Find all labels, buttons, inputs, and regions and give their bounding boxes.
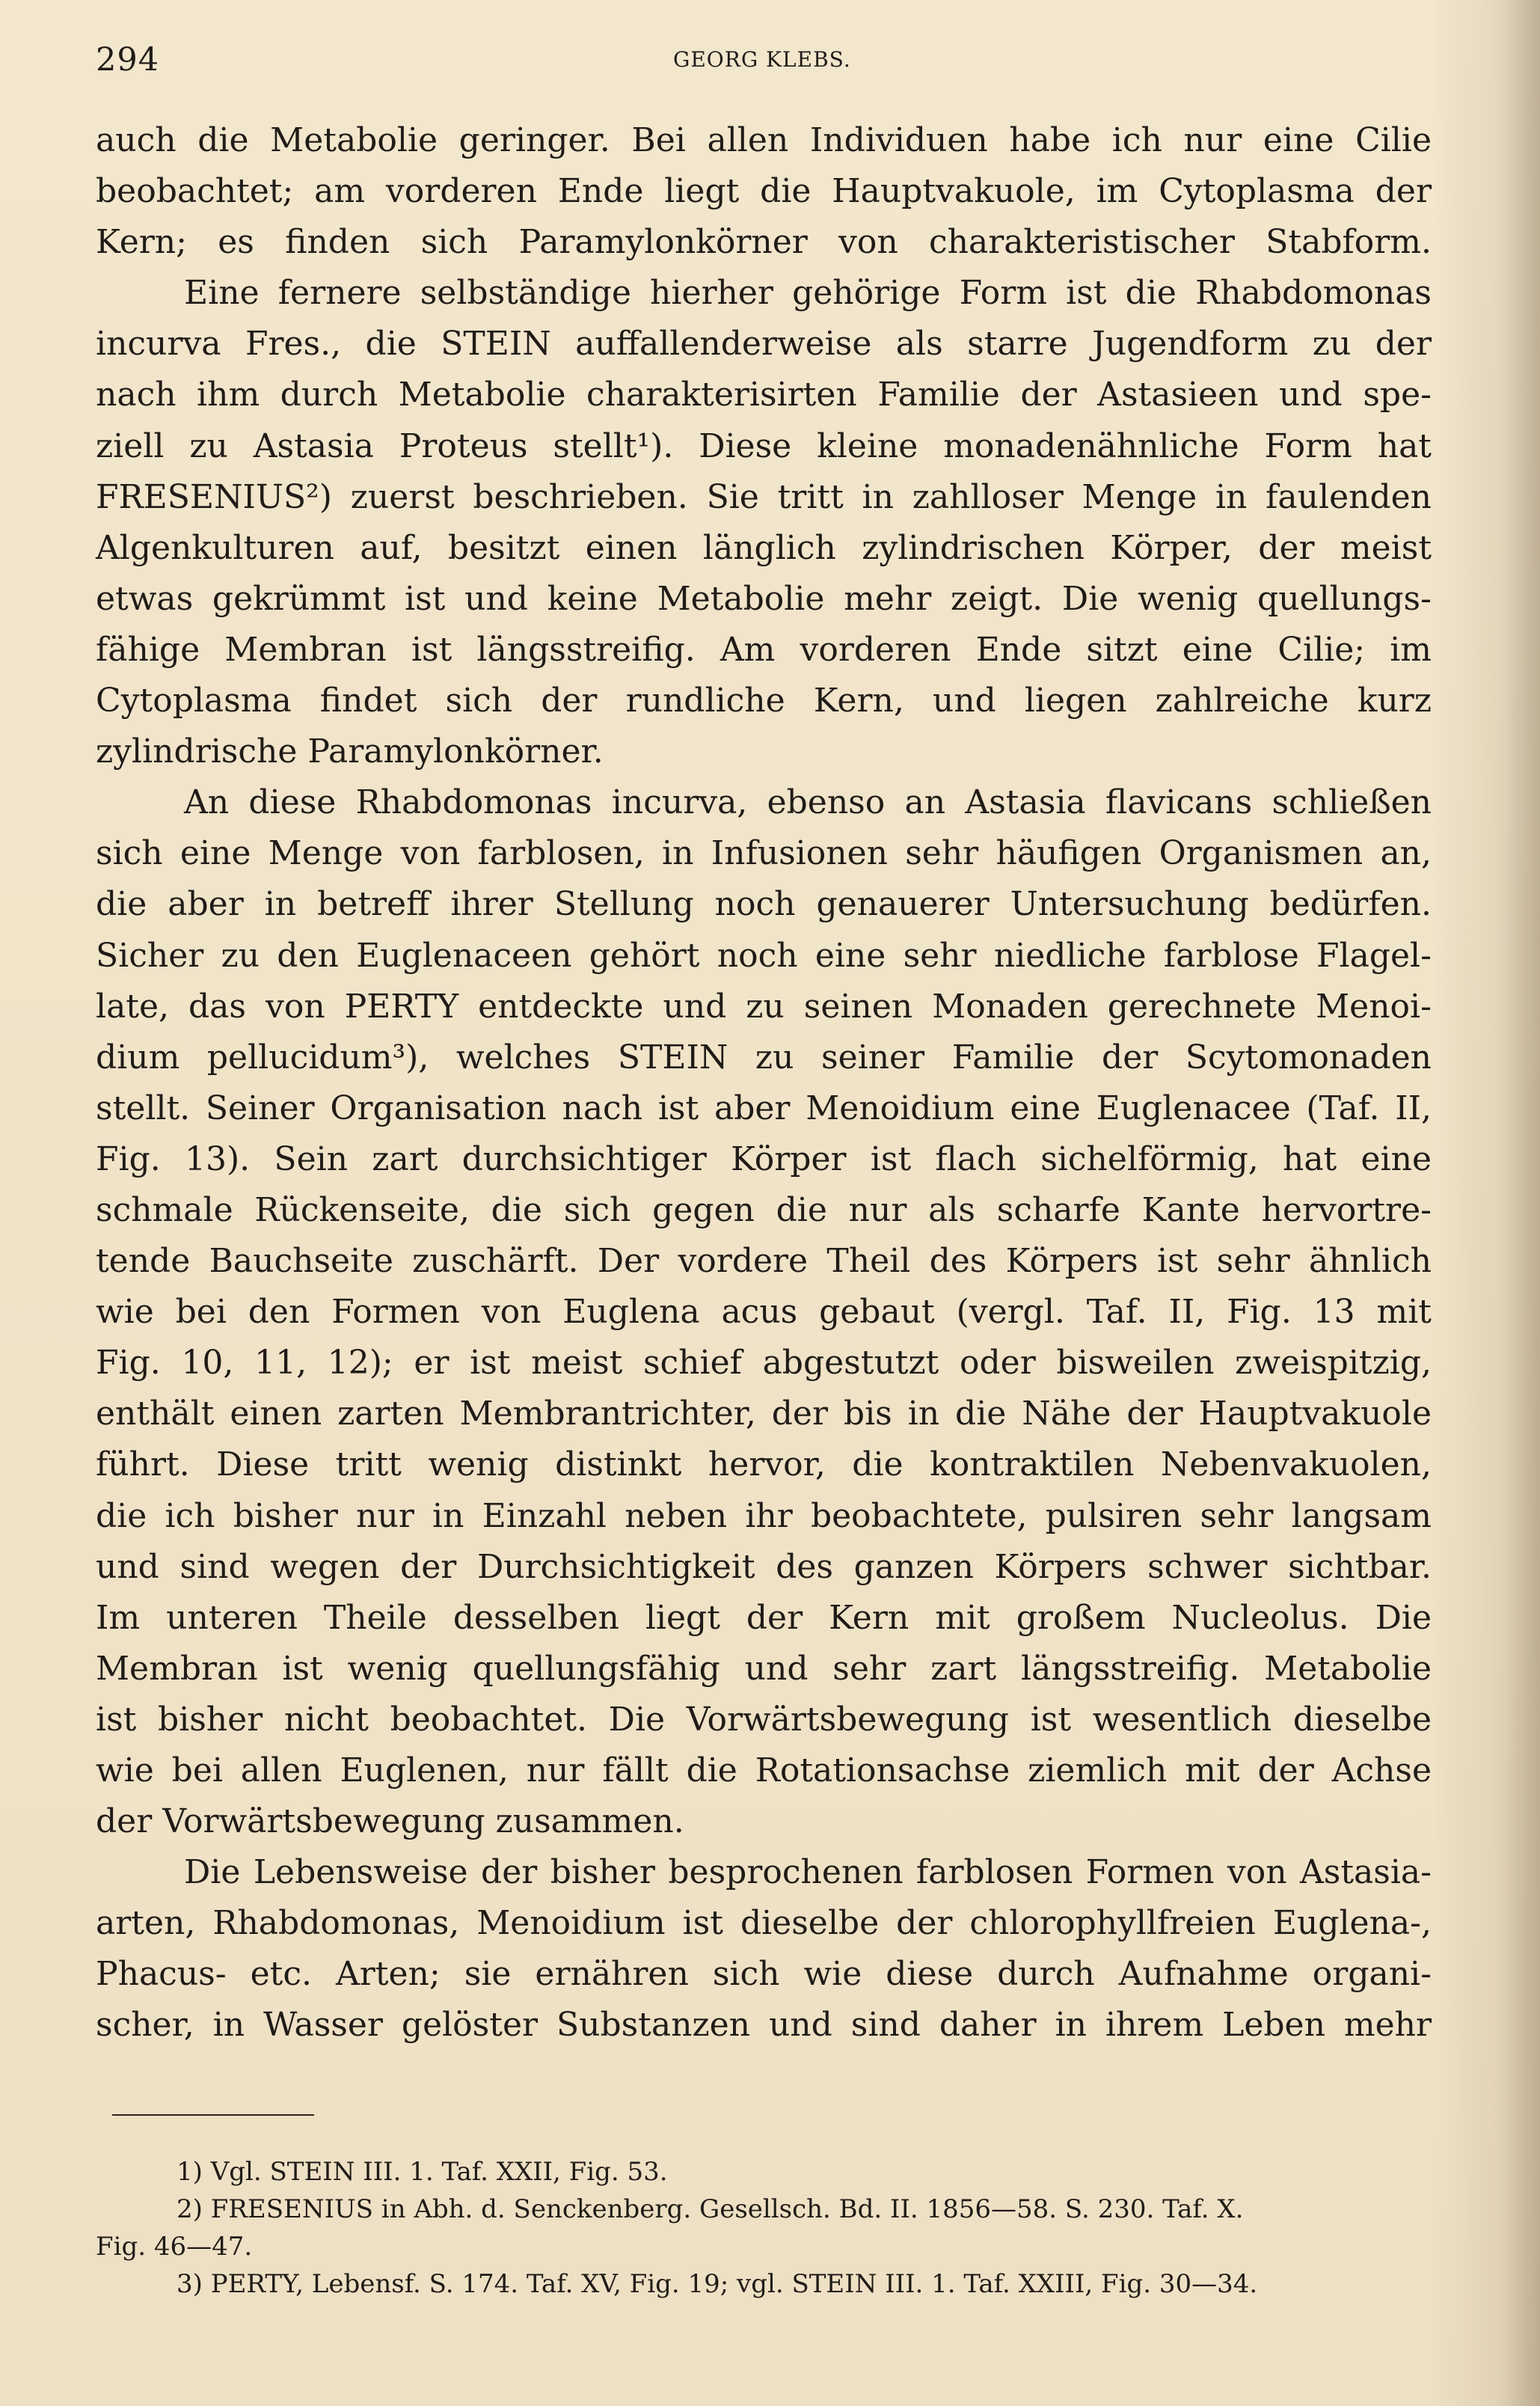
- body-line: ist bisher nicht beobachtet. Die Vorwärtsbewegung ist wesentlich dieselbe: [96, 1700, 1432, 1739]
- body-text: [96, 115, 1432, 2051]
- body-line: Phacus- etc. Arten; sie ernähren sich wie diese durch Aufnahme organi-: [96, 1955, 1432, 1994]
- footnotes: [96, 2153, 1432, 2303]
- body-line: nach ihm durch Metabolie charakterisirten Familie der Astasieen und spe-: [96, 376, 1432, 414]
- body-line: wie bei den Formen von Euglena acus gebaut (vergl. Taf. II, Fig. 13 mit: [96, 1293, 1432, 1332]
- body-line: Eine fernere selbständige hierher gehörige Form ist die Rhabdomonas: [184, 274, 1432, 313]
- body-line: führt. Diese tritt wenig distinkt hervor, die kontraktilen Nebenvakuolen,: [96, 1445, 1432, 1484]
- body-line: auch die Metabolie geringer. Bei allen Individuen habe ich nur eine Cilie: [96, 121, 1432, 159]
- footnote-line: 2) FRESENIUS in Abh. d. Senckenberg. Gesellsch. Bd. II. 1856—58. S. 230. Taf. X.: [177, 2194, 1244, 2224]
- body-line: und sind wegen der Durchsichtigkeit des ganzen Körpers schwer sichtbar.: [96, 1547, 1432, 1586]
- body-line: ziell zu Astasia Proteus stellt¹). Diese kleine monadenähnliche Form hat: [96, 426, 1432, 465]
- footnote-line: 1) Vgl. STEIN III. 1. Taf. XXII, Fig. 53.: [177, 2157, 668, 2187]
- running-head: GEORG KLEBS.: [673, 47, 851, 72]
- body-line: sich eine Menge von farblosen, in Infusionen sehr häufigen Organismen an,: [96, 834, 1432, 873]
- body-line: FRESENIUS²) zuerst beschrieben. Sie tritt in zahlloser Menge in faulenden: [96, 477, 1432, 516]
- body-line: wie bei allen Euglenen, nur fällt die Rotationsachse ziemlich mit der Achse: [96, 1751, 1432, 1790]
- page-number: 294: [96, 41, 160, 79]
- body-line: An diese Rhabdomonas incurva, ebenso an Astasia flavicans schließen: [184, 783, 1432, 822]
- body-line: fähige Membran ist längsstreifig. Am vorderen Ende sitzt eine Cilie; im: [96, 630, 1432, 669]
- body-line: Cytoplasma findet sich der rundliche Kern, und liegen zahlreiche kurz: [96, 682, 1432, 720]
- body-line: der Vorwärtsbewegung zusammen.: [96, 1802, 684, 1841]
- footnote-line: 3) PERTY, Lebensf. S. 174. Taf. XV, Fig. 19; vgl. STEIN III. 1. Taf. XXIII, Fig. 30—34.: [177, 2269, 1258, 2299]
- body-line: Fig. 10, 11, 12); er ist meist schief abgestutzt oder bisweilen zweispitzig,: [96, 1344, 1432, 1383]
- body-line: late, das von PERTY entdeckte und zu seinen Monaden gerechnete Menoi-: [96, 987, 1432, 1026]
- body-line: Die Lebensweise der bisher besprochenen farblosen Formen von Astasia-: [184, 1853, 1432, 1892]
- body-line: etwas gekrümmt ist und keine Metabolie mehr zeigt. Die wenig quellungs-: [96, 579, 1432, 618]
- body-line: scher, in Wasser gelöster Substanzen und sind daher in ihrem Leben mehr: [96, 2006, 1432, 2045]
- body-line: Membran ist wenig quellungsfähig und sehr zart längsstreifig. Metabolie: [96, 1649, 1432, 1688]
- body-line: enthält einen zarten Membrantrichter, der bis in die Nähe der Hauptvakuole: [96, 1395, 1432, 1433]
- page-header: [96, 39, 1439, 81]
- body-line: schmale Rückenseite, die sich gegen die nur als scharfe Kante hervortre-: [96, 1190, 1432, 1229]
- body-line: incurva Fres., die STEIN auffallenderweise als starre Jugendform zu der: [96, 325, 1432, 364]
- body-line: Kern; es finden sich Paramylonkörner von charakteristischer Stabform.: [96, 223, 1432, 262]
- body-line: stellt. Seiner Organisation nach ist aber Menoidium eine Euglenacee (Taf. II,: [96, 1089, 1432, 1127]
- body-line: tende Bauchseite zuschärft. Der vordere Theil des Körpers ist sehr ähnlich: [96, 1242, 1432, 1281]
- body-line: arten, Rhabdomonas, Menoidium ist dieselbe der chlorophyllfreien Euglena-,: [96, 1904, 1432, 1943]
- body-line: Sicher zu den Euglenaceen gehört noch eine sehr niedliche farblose Flagel-: [96, 936, 1432, 975]
- body-line: zylindrische Paramylonkörner.: [96, 732, 604, 771]
- footnote-line: Fig. 46—47.: [96, 2232, 253, 2262]
- body-line: die ich bisher nur in Einzahl neben ihr beobachtete, pulsiren sehr langsam: [96, 1496, 1432, 1535]
- body-line: Algenkulturen auf, besitzt einen länglich zylindrischen Körper, der meist: [96, 528, 1432, 567]
- body-line: die aber in betreff ihrer Stellung noch genauerer Untersuchung bedürfen.: [96, 885, 1432, 924]
- body-line: beobachtet; am vorderen Ende liegt die Hauptvakuole, im Cytoplasma der: [96, 172, 1432, 211]
- body-line: Im unteren Theile desselben liegt der Kern mit großem Nucleolus. Die: [96, 1598, 1432, 1637]
- body-line: Fig. 13). Sein zart durchsichtiger Körper ist flach sichelförmig, hat eine: [96, 1139, 1432, 1178]
- footnote-divider: [112, 2114, 314, 2116]
- body-line: dium pellucidum³), welches STEIN zu seiner Familie der Scytomonaden: [96, 1038, 1432, 1077]
- page-edge-shadow: [1504, 0, 1540, 2406]
